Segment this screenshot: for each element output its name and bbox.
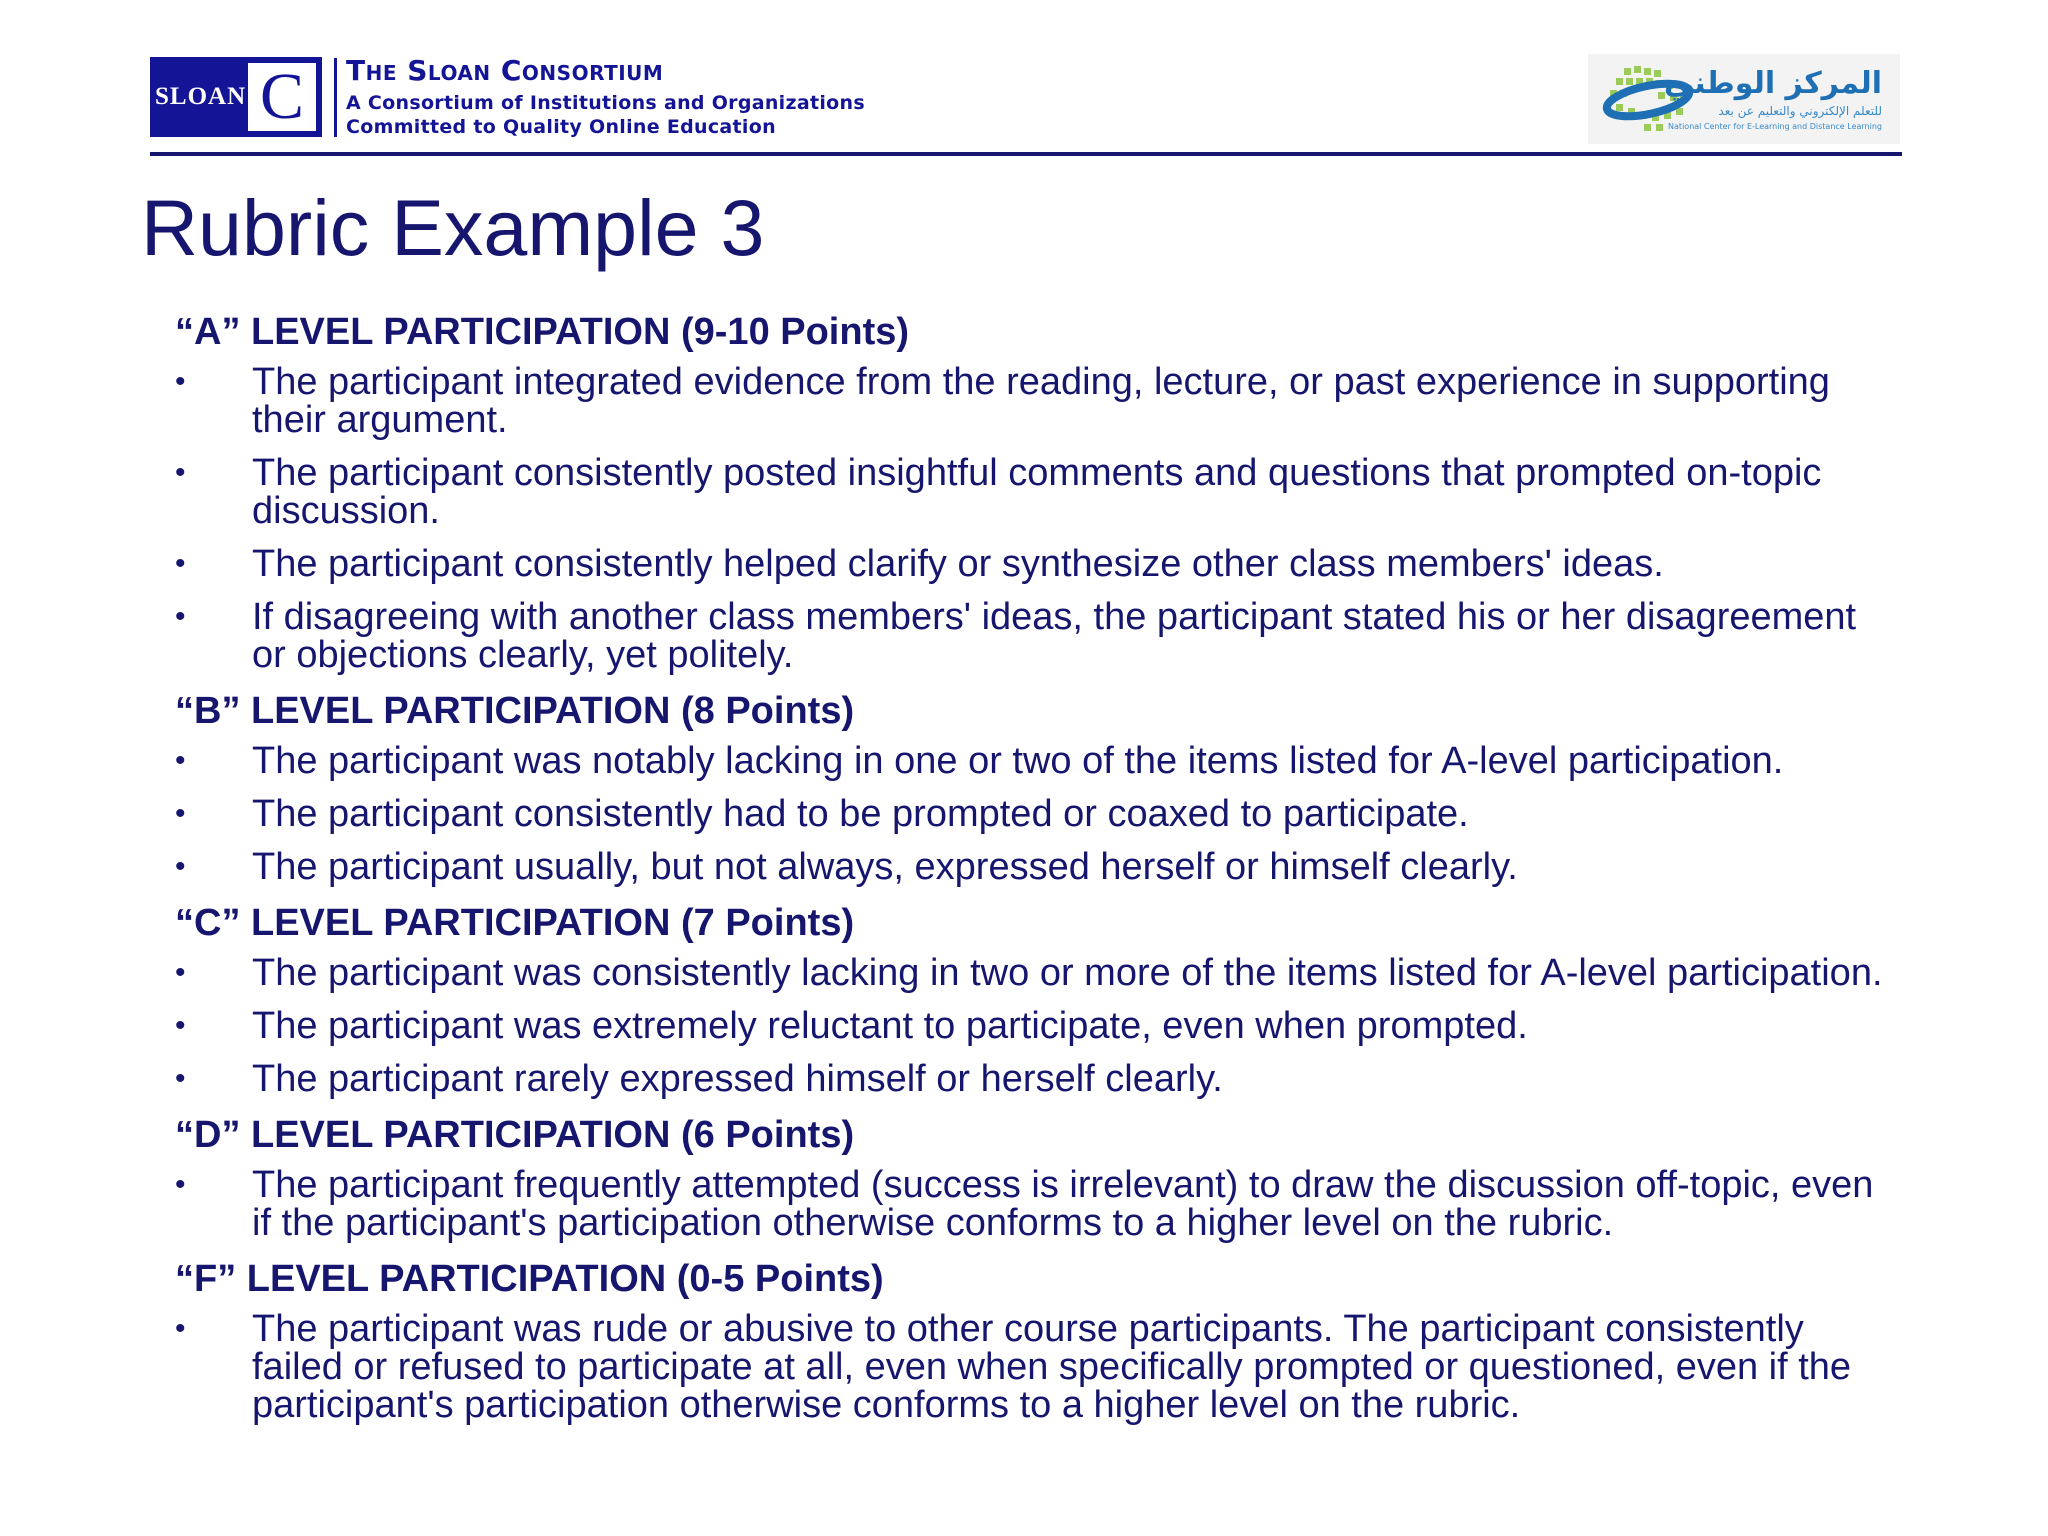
sloan-logo: [150, 57, 322, 137]
bullet-icon: •: [175, 1009, 186, 1042]
bullet-icon: •: [175, 956, 186, 989]
sloan-logo-c-mark: C: [248, 63, 316, 131]
header-rule: [150, 152, 1902, 156]
level-heading-c: “C” LEVEL PARTICIPATION (7 Points): [175, 902, 855, 944]
bullet-icon: •: [175, 600, 186, 633]
sloan-subtitle-2: Committed to Quality Online Education: [346, 116, 776, 138]
rubric-content: [175, 310, 1895, 1439]
logo-separator: [334, 58, 337, 137]
ncel-arabic-subtitle: للتعلم الإلكتروني والتعليم عن بعد: [1718, 104, 1882, 118]
sloan-logo-word: SLOAN: [155, 83, 247, 110]
list-item: • The participant was rude or abusive to other course participants. The participant consistently failed or refused to participate at all, even when specifically prompted or questioned, even if the participant's participation otherwise conforms to a higher level on the rubric.: [175, 1308, 1852, 1426]
list-item: • The participant integrated evidence from the reading, lecture, or past experience in supporting their argument.: [175, 361, 1830, 441]
bullet-icon: •: [175, 1168, 186, 1201]
list-item: • If disagreeing with another class members' ideas, the participant stated his or her disagreement or objections clearly, yet politely.: [175, 596, 1857, 676]
list-item: • The participant was extremely reluctant to participate, even when prompted.: [175, 1005, 1528, 1047]
ncel-english-subtitle: National Center for E-Learning and Distance Learning: [1668, 122, 1882, 131]
bullet-icon: •: [175, 850, 186, 883]
level-heading-f: “F” LEVEL PARTICIPATION (0-5 Points): [175, 1258, 884, 1300]
bullet-icon: •: [175, 1312, 186, 1345]
bullet-icon: •: [175, 456, 186, 489]
level-heading-b: “B” LEVEL PARTICIPATION (8 Points): [175, 690, 855, 732]
list-item: • The participant frequently attempted (success is irrelevant) to draw the discussion off-topic, even if the participant's participation otherwise conforms to a higher level on the rubric.: [175, 1164, 1874, 1244]
bullet-icon: •: [175, 547, 186, 580]
level-heading-a: “A” LEVEL PARTICIPATION (9-10 Points): [175, 311, 910, 353]
list-item: • The participant rarely expressed himself or herself clearly.: [175, 1058, 1223, 1100]
bullet-icon: •: [175, 797, 186, 830]
list-item: • The participant was consistently lacking in two or more of the items listed for A-level participation.: [175, 952, 1883, 994]
bullet-icon: •: [175, 365, 186, 398]
sloan-subtitle-1: A Consortium of Institutions and Organizations: [346, 92, 865, 114]
ncel-arabic-name: المركز الوطني: [1663, 66, 1882, 101]
slide-header: [0, 0, 2048, 160]
slide-title: Rubric Example 3: [141, 183, 765, 272]
bullet-icon: •: [175, 1062, 186, 1095]
ncel-logo: [1588, 54, 1900, 144]
sloan-title: The Sloan Consortium: [346, 54, 664, 87]
list-item: • The participant consistently helped clarify or synthesize other class members' ideas.: [175, 543, 1664, 585]
level-heading-d: “D” LEVEL PARTICIPATION (6 Points): [175, 1114, 855, 1156]
list-item: • The participant consistently posted insightful comments and questions that prompted on-topic discussion.: [175, 452, 1822, 532]
list-item: • The participant was notably lacking in one or two of the items listed for A-level participation.: [175, 740, 1784, 782]
bullet-icon: •: [175, 744, 186, 777]
list-item: • The participant usually, but not always, expressed herself or himself clearly.: [175, 846, 1518, 888]
list-item: • The participant consistently had to be prompted or coaxed to participate.: [175, 793, 1469, 835]
